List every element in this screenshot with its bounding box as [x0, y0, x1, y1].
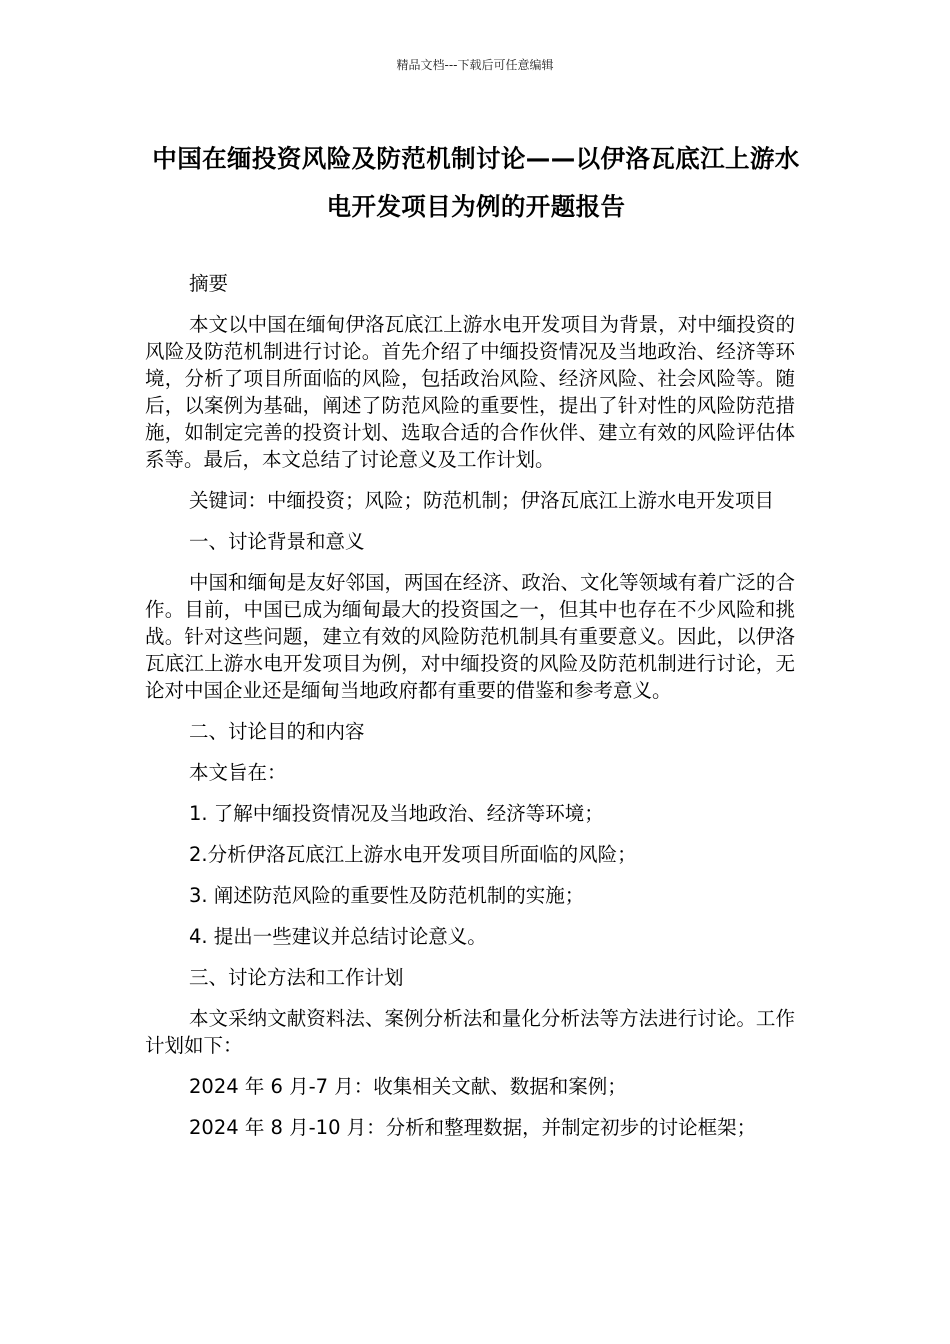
document-title: 中国在缅投资风险及防范机制讨论——以伊洛瓦底江上游水电开发项目为例的开题报告 — [152, 144, 800, 221]
abstract-paragraph: 本文以中国在缅甸伊洛瓦底江上游水电开发项目为背景，对中缅投资的风险及防范机制进行讨论。首先介绍了中缅投资情况及当地政治、经济等环境，分析了项目所面临的风险，包括政治风险、经济风险、社会风险等。随后，以案例为基础，阐述了防范风险的重要性，提出了针对性的风险防范措施，如制定完善的投资计划、选取合适的合作伙伴、建立有效的风险评估体系等。最后，本文总结了讨论意义及工作计划。 — [145, 313, 795, 471]
purpose-item-2: 2.分析伊洛瓦底江上游水电开发项目所面临的风险； — [189, 843, 637, 866]
background-paragraph: 中国和缅甸是友好邻国，两国在经济、政治、文化等领域有着广泛的合作。目前，中国已成为缅甸最大的投资国之一，但其中也存在不少风险和挑战。针对这些问题，建立有效的风险防范机制具有重要意义。因此，以伊洛瓦底江上游水电开发项目为例，对中缅投资的风险及防范机制进行讨论，无论对中国企业还是缅甸当地政府都有重要的借鉴和参考意义。 — [145, 571, 795, 702]
section-heading-purpose: 二、讨论目的和内容 — [189, 720, 365, 743]
plan-item-1: 2024 年 6 月-7 月：收集相关文献、数据和案例； — [189, 1075, 627, 1098]
plan-item-2: 2024 年 8 月-10 月：分析和整理数据，并制定初步的讨论框架； — [189, 1116, 757, 1139]
purpose-item-3: 3. 阐述防范风险的重要性及防范机制的实施； — [189, 884, 585, 907]
keywords-paragraph: 关键词：中缅投资；风险；防范机制；伊洛瓦底江上游水电开发项目 — [189, 489, 775, 512]
section-heading-method: 三、讨论方法和工作计划 — [189, 966, 404, 989]
abstract-heading: 摘要 — [189, 272, 229, 295]
method-paragraph: 本文采纳文献资料法、案例分析法和量化分析法等方法进行讨论。工作计划如下： — [145, 1007, 795, 1057]
page-header-note: 精品文档---下载后可任意编辑 — [396, 58, 554, 72]
purpose-item-1: 1. 了解中缅投资情况及当地政治、经济等环境； — [189, 802, 604, 825]
section-heading-background: 一、讨论背景和意义 — [189, 530, 365, 553]
document-body — [145, 270, 795, 1155]
purpose-item-4: 4. 提出一些建议并总结讨论意义。 — [189, 925, 487, 948]
purpose-intro: 本文旨在： — [189, 761, 287, 784]
